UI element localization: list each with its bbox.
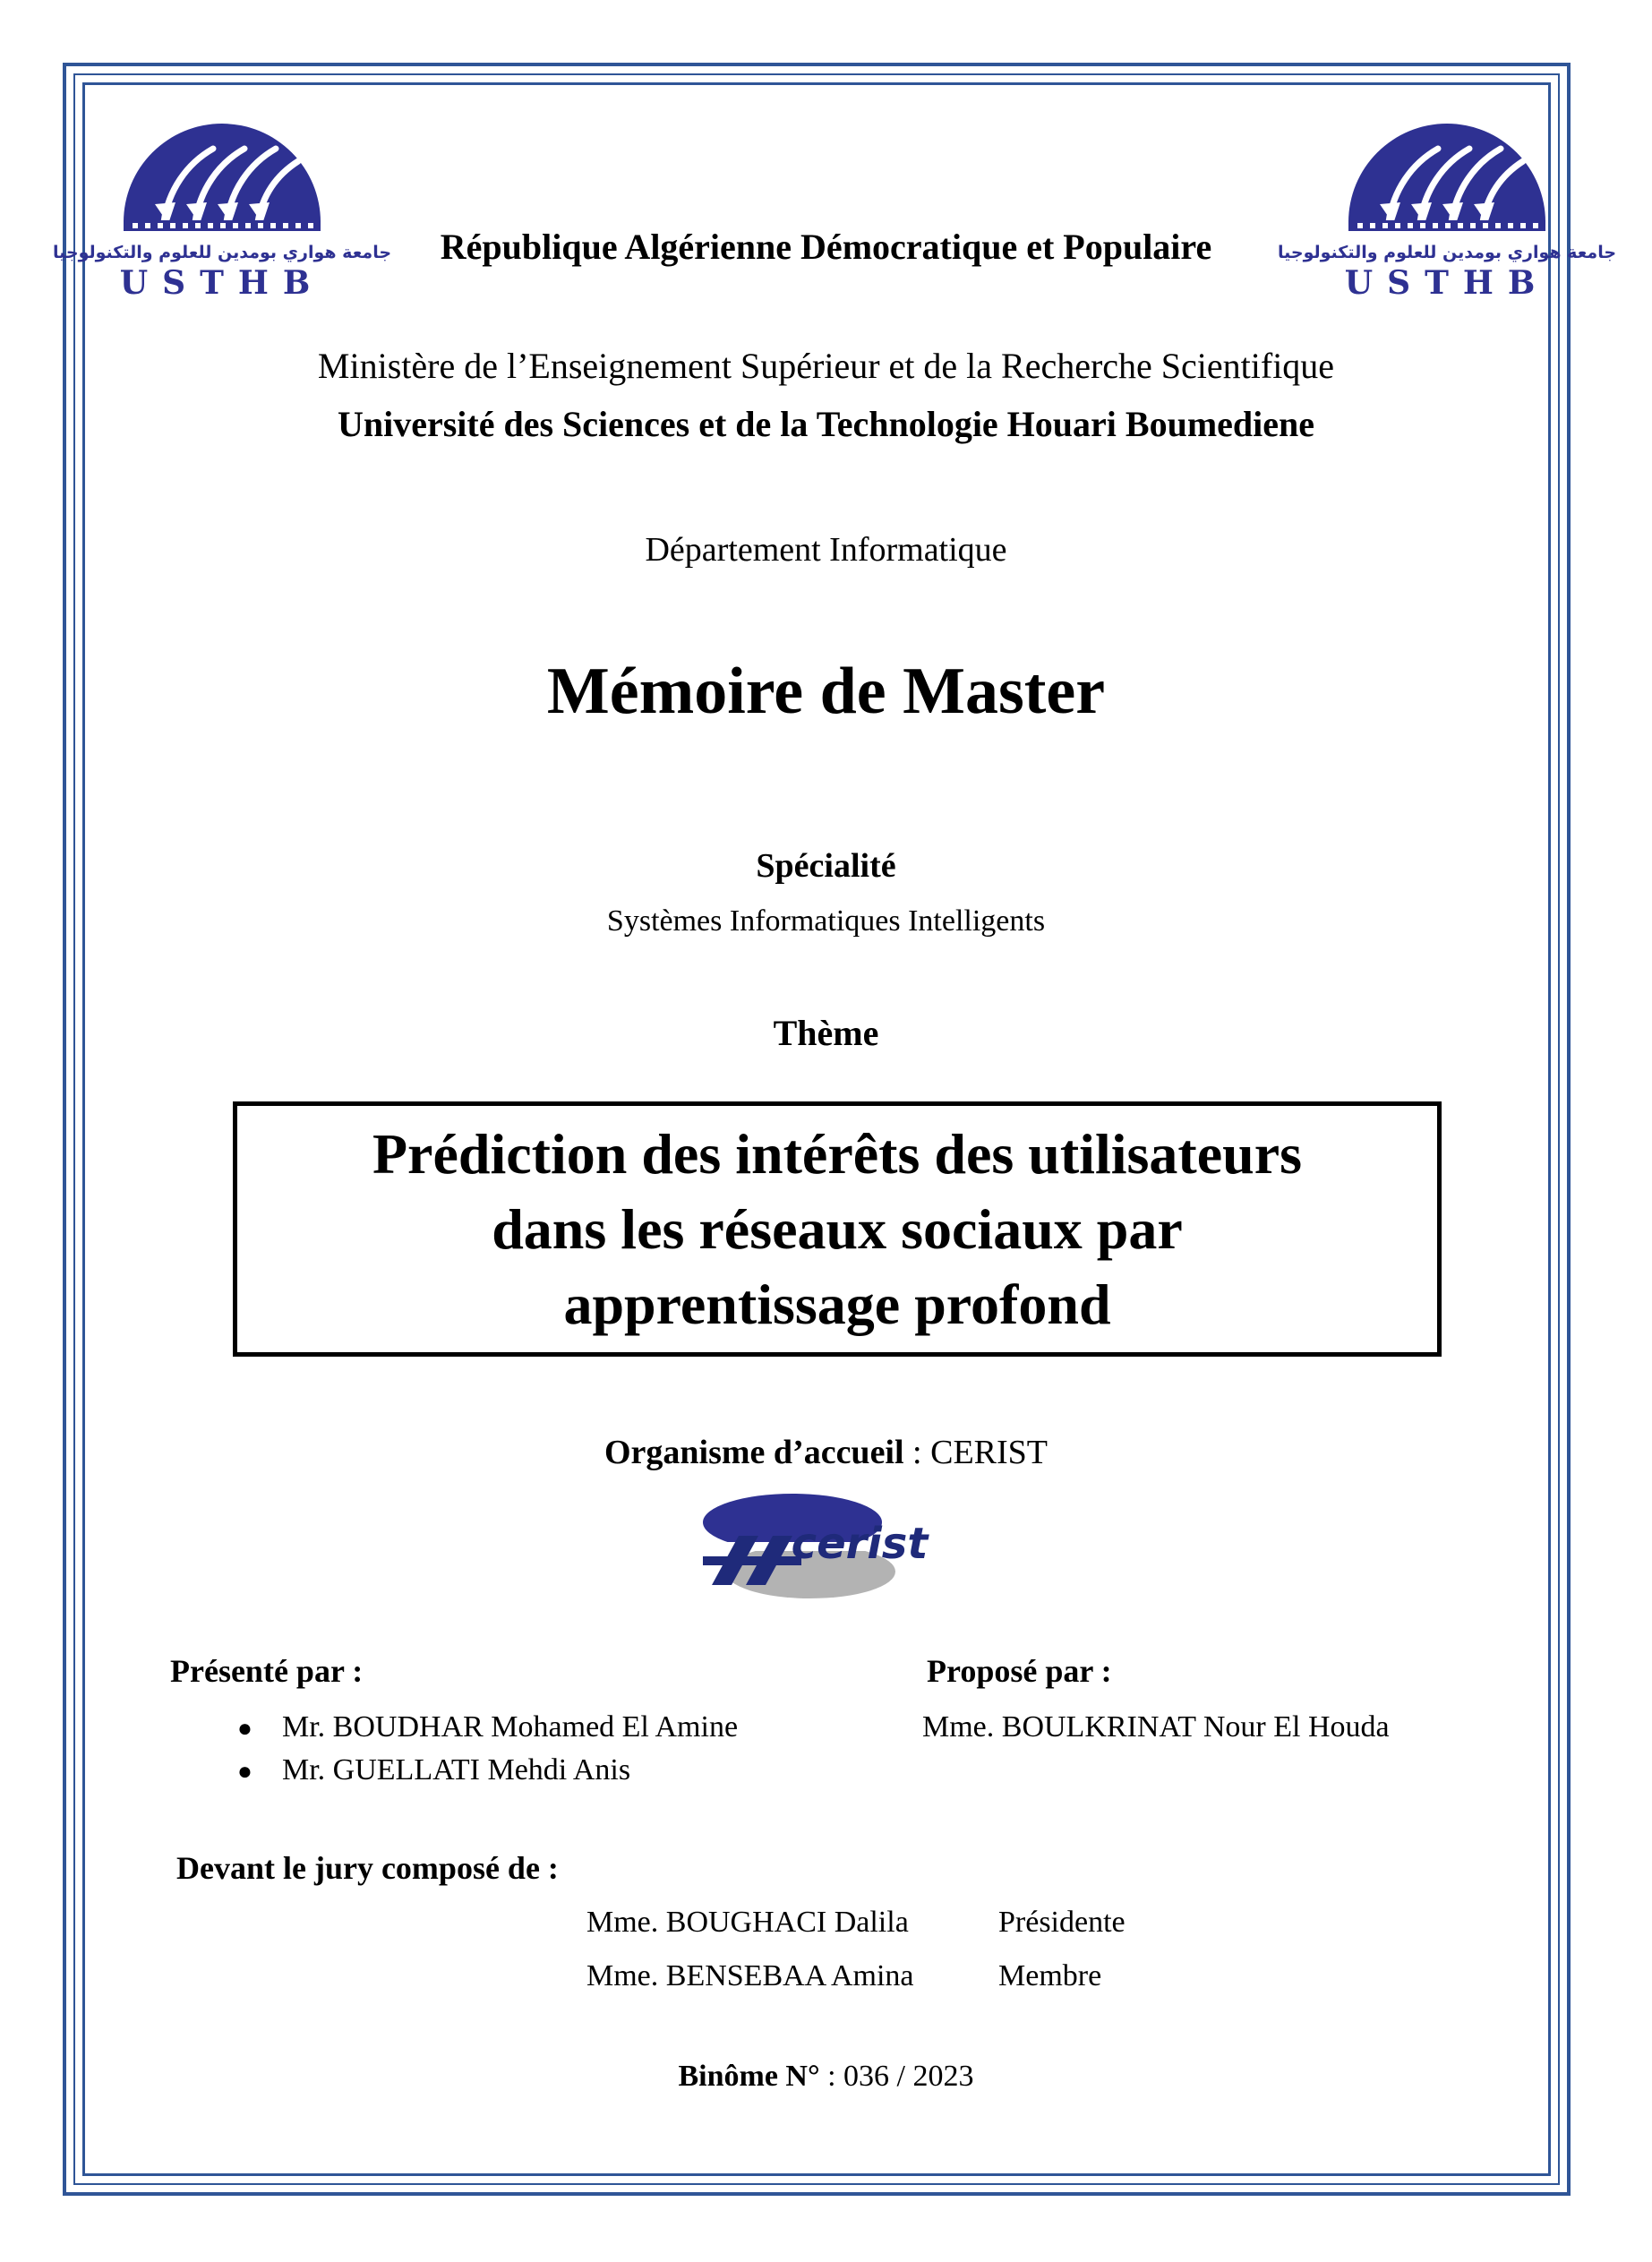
cerist-logo [676,1487,945,1603]
host-label: Organisme d’accueil [603,1434,904,1471]
jury-member-name: Mme. BOUGHACI Dalila [586,1906,909,1939]
student-name: Mr. GUELLATI Mehdi Anis [282,1753,631,1786]
theme-title-line-2: dans les réseaux sociaux par [492,1196,1183,1261]
cerist-logo-text: cerist [791,1519,929,1569]
proposed-by-label: Proposé par : [927,1653,1112,1689]
bullet-icon: ● [237,1715,253,1743]
binome-separator: : [819,2060,844,2093]
theme-title-line-3: apprentissage profond [563,1272,1111,1336]
theme-label: Thème [773,1013,879,1053]
supervisor-name: Mme. BOULKRINAT Nour El Houda [922,1710,1390,1744]
logo-arabic-text: جامعة هواري بومدين للعلوم والتكنولوجيا [1277,243,1617,262]
jury-member-role: Présidente [998,1906,1126,1939]
theme-title-box [233,1101,1442,1357]
theme-title-line-1: Prédiction des intérêts des utilisateurs [372,1121,1303,1186]
binome-value: 036 / 2023 [843,2060,974,2093]
republic-heading: République Algérienne Démocratique et Populaire [440,227,1212,267]
usthb-logo-right [1277,115,1617,303]
host-value: CERIST [930,1434,1049,1471]
student-item [237,1753,630,1787]
logo-latin-text: USTHB [1344,264,1550,302]
university-line: Université des Sciences et de la Technologie Houari Boumediene [337,404,1315,444]
binome-number [0,2060,1652,2094]
binome-label: Binôme N° [678,2060,820,2093]
specialty-label: Spécialité [756,847,896,885]
usthb-logo-left [52,115,392,303]
student-item [237,1710,738,1744]
presented-by-label: Présenté par : [170,1653,364,1689]
specialty-value: Systèmes Informatiques Intelligents [606,904,1046,938]
host-organization [0,1433,1652,1472]
department-line: Département Informatique [645,531,1007,569]
document-type-title: Mémoire de Master [546,655,1106,728]
bullet-icon: ● [237,1758,253,1786]
jury-member-role: Membre [998,1959,1102,1992]
host-separator: : [903,1434,931,1471]
student-name: Mr. BOUDHAR Mohamed El Amine [282,1710,739,1744]
theme-title [255,1117,1419,1342]
ministry-line: Ministère de l’Enseignement Supérieur et de la Recherche Scientifique [317,346,1335,386]
logo-arabic-text: جامعة هواري بومدين للعلوم والتكنولوجيا [52,243,392,262]
jury-member-name: Mme. BENSEBAA Amina [586,1959,914,1992]
logo-latin-text: USTHB [119,264,325,302]
jury-label: Devant le jury composé de : [176,1850,559,1886]
